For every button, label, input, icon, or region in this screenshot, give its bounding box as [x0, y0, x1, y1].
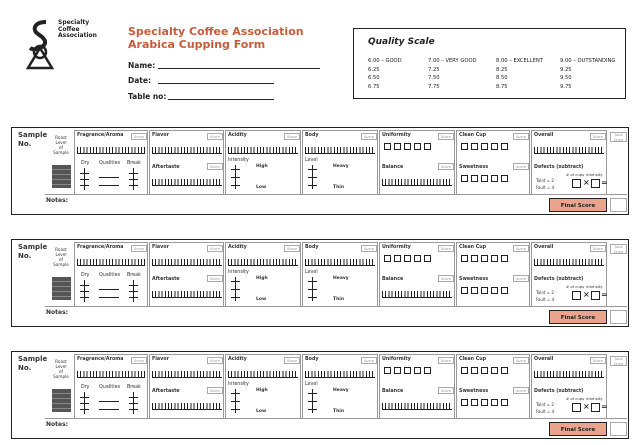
uniformity-cups [384, 143, 431, 150]
final-score-input[interactable] [610, 310, 627, 324]
flavor-cell [149, 354, 224, 419]
multiply-sign: × [583, 178, 590, 187]
break-tick [129, 185, 138, 186]
fault-label: Fault = 4 [536, 297, 555, 302]
clean-cup-checkbox[interactable] [491, 255, 498, 262]
defects-label: Defects (subtract) [534, 277, 584, 282]
flavor-scale[interactable] [152, 255, 222, 266]
clean-cup-checkbox[interactable] [461, 367, 468, 374]
uniformity-cup-checkbox[interactable] [404, 367, 411, 374]
form-subtitle: Arabica Cupping Form [128, 38, 266, 51]
fragrance-scale[interactable] [77, 367, 145, 378]
uniformity-cell [379, 242, 455, 307]
fault-label: Fault = 4 [536, 185, 555, 190]
dry-tick [80, 285, 89, 286]
body-thin-label: Thin [333, 409, 345, 414]
sweetness-cups [461, 287, 508, 294]
date-label: Date: [128, 76, 151, 85]
uniformity-cup-checkbox[interactable] [424, 367, 431, 374]
clean-cup-checkbox[interactable] [481, 143, 488, 150]
sample-no-label: Sample No. [18, 355, 48, 372]
break-tick [129, 173, 138, 174]
notes-divider [45, 194, 627, 195]
uniformity-cup-checkbox[interactable] [414, 255, 421, 262]
fragrance-score[interactable]: Score [131, 133, 147, 140]
qualities-line[interactable] [99, 177, 119, 178]
intensity-tick [231, 393, 240, 394]
aftertaste-scale[interactable] [152, 175, 222, 186]
sweetness-checkbox[interactable] [471, 399, 478, 406]
balance-label: Balance [382, 277, 404, 282]
intensity-tick [231, 409, 240, 410]
break-tick [129, 409, 138, 410]
fragrance-score[interactable]: Score [131, 245, 147, 252]
cups-label: # of cups [566, 172, 585, 177]
fault-label: Fault = 4 [536, 409, 555, 414]
flavor-label: Flavor [152, 245, 169, 250]
uniformity-cup-checkbox[interactable] [384, 367, 391, 374]
acidity-label: Acidity [228, 357, 247, 362]
uniformity-cup-checkbox[interactable] [414, 143, 421, 150]
sweetness-checkbox[interactable] [491, 399, 498, 406]
level-tick [308, 297, 317, 298]
clean-cup-checkbox[interactable] [481, 367, 488, 374]
dry-tick [80, 403, 89, 404]
overall-scale[interactable] [534, 143, 604, 154]
final-score-label: Final Score [549, 422, 607, 436]
clean-cup-checkbox[interactable] [501, 367, 508, 374]
flavor-score[interactable]: Score [207, 245, 223, 252]
clean-cup-cups [461, 255, 508, 262]
acidity-intensity-label: Intensity [228, 158, 249, 163]
balance-scale[interactable] [382, 175, 452, 186]
quality-scale-title: Quality Scale [368, 37, 435, 47]
sca-logo-icon [24, 18, 56, 70]
flavor-score[interactable]: Score [207, 357, 223, 364]
sweetness-checkbox[interactable] [481, 399, 488, 406]
qualities-line[interactable] [99, 409, 119, 410]
uniformity-score[interactable]: Score [438, 133, 454, 140]
uniformity-cup-checkbox[interactable] [404, 255, 411, 262]
clean-cup-cups [461, 143, 508, 150]
flavor-label: Flavor [152, 133, 169, 138]
body-scale[interactable] [305, 143, 375, 154]
acidity-low-label: Low [256, 297, 267, 302]
aftertaste-label: Aftertaste [152, 165, 180, 170]
clean-cup-cell [456, 242, 530, 307]
uniformity-cell [379, 130, 455, 195]
defects-label: Defects (subtract) [534, 389, 584, 394]
body-heavy-label: Heavy [333, 164, 349, 169]
date-field[interactable] [158, 83, 274, 84]
clean-cup-checkbox[interactable] [501, 143, 508, 150]
body-cell [302, 242, 378, 307]
balance-score[interactable]: Score [438, 163, 454, 170]
overall-score[interactable]: Score [590, 245, 606, 252]
acidity-cell [225, 130, 301, 195]
fragrance-scale[interactable] [77, 255, 145, 266]
uniformity-cup-checkbox[interactable] [424, 255, 431, 262]
taint-label: Taint = 2 [536, 290, 554, 295]
sca-logo [24, 18, 114, 70]
name-label: Name: [128, 61, 156, 70]
dry-label: Dry [81, 161, 90, 166]
intensity-tick [231, 177, 240, 178]
total-score-box[interactable]: Total Score [610, 244, 627, 254]
body-label: Body [305, 357, 319, 362]
notes-divider [45, 418, 627, 419]
defect-cups-input[interactable] [572, 179, 581, 188]
level-tick [308, 401, 317, 402]
aftertaste-label: Aftertaste [152, 277, 180, 282]
fragrance-cell [74, 242, 148, 307]
cupping-sheet [11, 239, 629, 327]
break-label: Break [127, 273, 141, 278]
aftertaste-label: Aftertaste [152, 389, 180, 394]
break-tick [129, 291, 138, 292]
fragrance-scale[interactable] [77, 143, 145, 154]
uniformity-cup-checkbox[interactable] [424, 143, 431, 150]
uniformity-cup-checkbox[interactable] [384, 255, 391, 262]
balance-score[interactable]: Score [438, 387, 454, 394]
sweetness-checkbox[interactable] [471, 175, 478, 182]
clean-cup-checkbox[interactable] [491, 367, 498, 374]
qualities-label: Qualities [99, 161, 121, 166]
logo-wordmark: Specialty Coffee Association [58, 19, 97, 39]
aftertaste-scale[interactable] [152, 287, 222, 298]
cupping-sheet [11, 351, 629, 439]
flavor-cell [149, 130, 224, 195]
aftertaste-score[interactable]: Score [207, 275, 223, 282]
acidity-low-label: Low [256, 409, 267, 414]
acidity-high-label: High [256, 388, 268, 393]
notes-label: Notes: [46, 197, 69, 204]
break-label: Break [127, 385, 141, 390]
multiply-sign: × [583, 402, 590, 411]
overall-label: Overall [534, 133, 554, 138]
taint-label: Taint = 2 [536, 178, 554, 183]
cups-label: # of cups [566, 396, 585, 401]
sweetness-checkbox[interactable] [491, 175, 498, 182]
acidity-high-label: High [256, 276, 268, 281]
balance-scale[interactable] [382, 287, 452, 298]
level-tick [308, 393, 317, 394]
final-score-label: Final Score [549, 198, 607, 212]
notes-label: Notes: [46, 421, 69, 428]
intensity-tick [231, 401, 240, 402]
roast-level-swatch[interactable] [52, 165, 71, 188]
overall-scale[interactable] [534, 255, 604, 266]
quality-scale-box [353, 28, 626, 99]
uniformity-cup-checkbox[interactable] [394, 143, 401, 150]
balance-scale[interactable] [382, 399, 452, 410]
body-score[interactable]: Score [361, 245, 377, 252]
level-tick [308, 185, 317, 186]
fragrance-score[interactable]: Score [131, 357, 147, 364]
flavor-scale[interactable] [152, 143, 222, 154]
qualities-label: Qualities [99, 385, 121, 390]
table-no-label: Table no: [128, 92, 167, 101]
equals-sign: = [601, 402, 608, 411]
defect-cups-input[interactable] [572, 403, 581, 412]
intensity-tick [231, 297, 240, 298]
roast-level-swatch[interactable] [52, 277, 71, 300]
body-score[interactable]: Score [361, 133, 377, 140]
overall-scale[interactable] [534, 367, 604, 378]
body-scale[interactable] [305, 367, 375, 378]
sweetness-score[interactable]: Score [513, 387, 529, 394]
level-tick [308, 169, 317, 170]
clean-cup-checkbox[interactable] [481, 255, 488, 262]
break-tick [129, 179, 138, 180]
qualities-line[interactable] [99, 297, 119, 298]
level-tick [308, 289, 317, 290]
roast-level-label: Roast Level of Sample [53, 135, 69, 155]
flavor-score[interactable]: Score [207, 133, 223, 140]
body-thin-label: Thin [333, 185, 345, 190]
sweetness-checkbox[interactable] [471, 287, 478, 294]
uniformity-cups [384, 255, 431, 262]
overall-score[interactable]: Score [590, 133, 606, 140]
uniformity-cup-checkbox[interactable] [384, 143, 391, 150]
intensity-tick [231, 289, 240, 290]
clean-cup-score[interactable]: Score [513, 245, 529, 252]
sweetness-checkbox[interactable] [461, 399, 468, 406]
acidity-high-label: High [256, 164, 268, 169]
body-scale[interactable] [305, 255, 375, 266]
uniformity-label: Uniformity [382, 245, 411, 250]
quality-scale-col-7: 7.00 – VERY GOOD 7.25 7.50 7.75 [428, 58, 477, 90]
uniformity-score[interactable]: Score [438, 357, 454, 364]
sweetness-checkbox[interactable] [501, 175, 508, 182]
clean-cup-checkbox[interactable] [461, 255, 468, 262]
qualities-line[interactable] [99, 289, 119, 290]
clean-cup-cell [456, 130, 530, 195]
final-score-label: Final Score [549, 310, 607, 324]
dry-tick [80, 179, 89, 180]
final-score-input[interactable] [610, 198, 627, 212]
sweetness-checkbox[interactable] [501, 399, 508, 406]
clean-cup-cell [456, 354, 530, 419]
qualities-label: Qualities [99, 273, 121, 278]
body-cell [302, 354, 378, 419]
acidity-scale[interactable] [228, 367, 298, 378]
acidity-scale[interactable] [228, 255, 298, 266]
fragrance-cell [74, 130, 148, 195]
sweetness-checkbox[interactable] [481, 175, 488, 182]
aftertaste-scale[interactable] [152, 399, 222, 410]
form-title: Specialty Coffee Association [128, 25, 304, 38]
fragrance-label: Fragrance/Aroma [77, 245, 124, 250]
uniformity-cell [379, 354, 455, 419]
defect-intensity-input[interactable] [591, 179, 600, 188]
overall-cell [531, 130, 607, 195]
defect-intensity-input[interactable] [591, 403, 600, 412]
body-level-label: Level [305, 382, 318, 387]
balance-label: Balance [382, 165, 404, 170]
intensity-small-label: intensity [586, 172, 603, 177]
intensity-small-label: intensity [586, 284, 603, 289]
final-score-input[interactable] [610, 422, 627, 436]
qualities-line[interactable] [99, 401, 119, 402]
balance-label: Balance [382, 389, 404, 394]
intensity-tick [231, 185, 240, 186]
level-tick [308, 409, 317, 410]
clean-cup-score[interactable]: Score [513, 133, 529, 140]
acidity-score[interactable]: Score [284, 245, 300, 252]
acidity-score[interactable]: Score [284, 133, 300, 140]
intensity-tick [231, 281, 240, 282]
intensity-tick [231, 169, 240, 170]
body-label: Body [305, 245, 319, 250]
total-score-box[interactable]: Total Score [610, 132, 627, 142]
body-level-label: Level [305, 158, 318, 163]
dry-tick [80, 185, 89, 186]
roast-level-label: Roast Level of Sample [53, 247, 69, 267]
acidity-label: Acidity [228, 245, 247, 250]
acidity-intensity-label: Intensity [228, 270, 249, 275]
notes-divider [45, 306, 627, 307]
uniformity-cups [384, 367, 431, 374]
body-label: Body [305, 133, 319, 138]
roast-level-swatch[interactable] [52, 389, 71, 412]
break-tick [129, 285, 138, 286]
sweetness-label: Sweetness [459, 165, 489, 170]
level-tick [308, 177, 317, 178]
multiply-sign: × [583, 290, 590, 299]
clean-cup-checkbox[interactable] [501, 255, 508, 262]
uniformity-cup-checkbox[interactable] [394, 367, 401, 374]
equals-sign: = [601, 178, 608, 187]
body-score[interactable]: Score [361, 357, 377, 364]
fragrance-label: Fragrance/Aroma [77, 133, 124, 138]
flavor-scale[interactable] [152, 367, 222, 378]
break-tick [129, 297, 138, 298]
dry-label: Dry [81, 273, 90, 278]
clean-cup-checkbox[interactable] [471, 255, 478, 262]
dry-tick [80, 409, 89, 410]
clean-cup-label: Clean Cup [459, 357, 487, 362]
acidity-cell [225, 242, 301, 307]
break-label: Break [127, 161, 141, 166]
table-no-field[interactable] [168, 99, 274, 100]
taint-label: Taint = 2 [536, 402, 554, 407]
sweetness-checkbox[interactable] [461, 287, 468, 294]
sweetness-checkbox[interactable] [491, 287, 498, 294]
sweetness-score[interactable]: Score [513, 275, 529, 282]
flavor-label: Flavor [152, 357, 169, 362]
dry-tick [80, 297, 89, 298]
cupping-sheet [11, 127, 629, 215]
sweetness-cups [461, 399, 508, 406]
quality-scale-col-8: 8.00 – EXCELLENT 8.25 8.50 8.75 [496, 58, 543, 90]
quality-scale-col-9: 9.00 – OUTSTANDING 9.25 9.50 9.75 [560, 58, 616, 90]
break-tick [129, 403, 138, 404]
notes-label: Notes: [46, 309, 69, 316]
total-score-box[interactable]: Total Score [610, 356, 627, 366]
roast-level-label: Roast Level of Sample [53, 359, 69, 379]
body-heavy-label: Heavy [333, 276, 349, 281]
qualities-line[interactable] [99, 185, 119, 186]
aftertaste-score[interactable]: Score [207, 163, 223, 170]
sweetness-label: Sweetness [459, 389, 489, 394]
dry-tick [80, 173, 89, 174]
clean-cup-checkbox[interactable] [471, 367, 478, 374]
clean-cup-checkbox[interactable] [461, 143, 468, 150]
overall-score[interactable]: Score [590, 357, 606, 364]
sweetness-score[interactable]: Score [513, 163, 529, 170]
dry-tick [80, 291, 89, 292]
break-tick [129, 397, 138, 398]
body-thin-label: Thin [333, 297, 345, 302]
aftertaste-score[interactable]: Score [207, 387, 223, 394]
acidity-scale[interactable] [228, 143, 298, 154]
acidity-low-label: Low [256, 185, 267, 190]
body-heavy-label: Heavy [333, 388, 349, 393]
name-field[interactable] [158, 68, 320, 69]
fragrance-label: Fragrance/Aroma [77, 357, 124, 362]
cups-label: # of cups [566, 284, 585, 289]
uniformity-score[interactable]: Score [438, 245, 454, 252]
equals-sign: = [601, 290, 608, 299]
body-cell [302, 130, 378, 195]
overall-cell [531, 242, 607, 307]
dry-tick [80, 397, 89, 398]
sweetness-checkbox[interactable] [481, 287, 488, 294]
sample-no-label: Sample No. [18, 131, 48, 148]
intensity-small-label: intensity [586, 396, 603, 401]
clean-cup-label: Clean Cup [459, 245, 487, 250]
sweetness-checkbox[interactable] [461, 175, 468, 182]
clean-cup-label: Clean Cup [459, 133, 487, 138]
acidity-label: Acidity [228, 133, 247, 138]
uniformity-label: Uniformity [382, 357, 411, 362]
sweetness-cups [461, 175, 508, 182]
clean-cup-score[interactable]: Score [513, 357, 529, 364]
overall-label: Overall [534, 357, 554, 362]
uniformity-cup-checkbox[interactable] [404, 143, 411, 150]
clean-cup-checkbox[interactable] [491, 143, 498, 150]
uniformity-label: Uniformity [382, 133, 411, 138]
quality-scale-col-6: 6.00 – GOOD 6.25 6.50 6.75 [368, 58, 402, 90]
body-level-label: Level [305, 270, 318, 275]
clean-cup-cups [461, 367, 508, 374]
fragrance-cell [74, 354, 148, 419]
defect-cups-input[interactable] [572, 291, 581, 300]
balance-score[interactable]: Score [438, 275, 454, 282]
acidity-intensity-label: Intensity [228, 382, 249, 387]
uniformity-cup-checkbox[interactable] [394, 255, 401, 262]
sweetness-label: Sweetness [459, 277, 489, 282]
overall-label: Overall [534, 245, 554, 250]
sweetness-checkbox[interactable] [501, 287, 508, 294]
acidity-cell [225, 354, 301, 419]
clean-cup-checkbox[interactable] [471, 143, 478, 150]
flavor-cell [149, 242, 224, 307]
overall-cell [531, 354, 607, 419]
dry-label: Dry [81, 385, 90, 390]
defects-label: Defects (subtract) [534, 165, 584, 170]
sample-no-label: Sample No. [18, 243, 48, 260]
acidity-score[interactable]: Score [284, 357, 300, 364]
uniformity-cup-checkbox[interactable] [414, 367, 421, 374]
level-tick [308, 281, 317, 282]
defect-intensity-input[interactable] [591, 291, 600, 300]
